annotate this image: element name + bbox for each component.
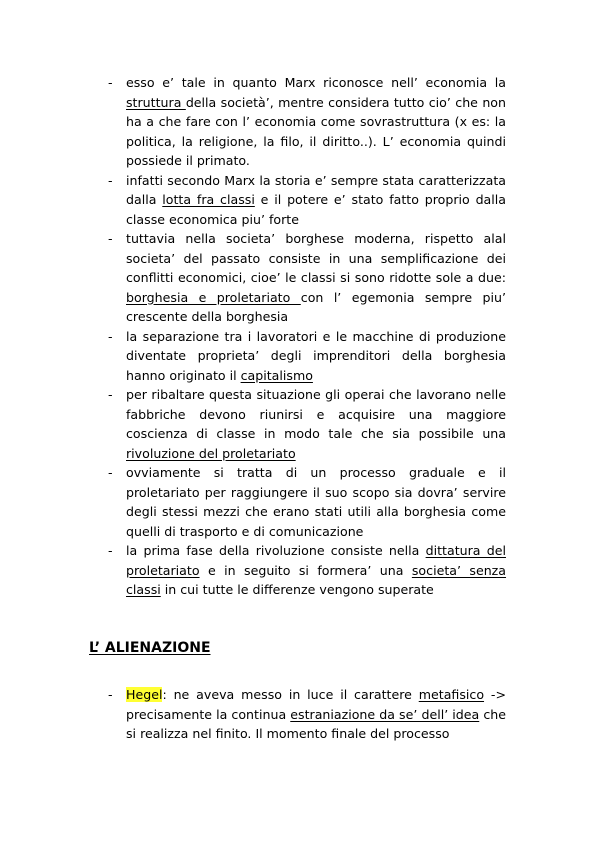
bullet-text: ovviamente si tratta di un processo graduale e il proletariato per raggiungere il suo scopo sia dovra’ servire degli stessi mezzi che erano stati utili alla borghesia come quelli di trasporto e di comunicazione [126, 465, 506, 539]
bullet-item [106, 171, 506, 230]
bullet-text: : ne aveva messo in luce il carattere [162, 687, 419, 702]
bullet-text: e in seguito si formera’ una [199, 562, 412, 578]
bullet-text: e il potere e’ stato fatto proprio dalla classe economica piu’ forte [126, 192, 506, 227]
section-heading: L’ ALIENAZIONE [89, 640, 211, 656]
underlined-term: societa’ senza classi [126, 562, 507, 597]
highlighted-term: Hegel [126, 687, 163, 702]
underlined-term: rivoluzione del proletariato [126, 445, 296, 461]
bullet-item [106, 327, 506, 386]
bullet-text: in cui tutte le differenze vengono superate [160, 582, 434, 597]
bullet-item [106, 685, 506, 744]
bullet-text: che si realizza nel finito. Il momento finale del processo [126, 706, 506, 741]
underlined-term: borghesia e proletariato [126, 289, 301, 305]
bullet-text: per ribaltare questa situazione gli operai che lavorano nelle fabbriche devono riunirsi e acquisire una maggiore coscienza di classe in modo tale che sia possibile una [126, 387, 506, 441]
bullet-item [106, 463, 506, 541]
bullet-text: la prima fase della rivoluzione consiste nella [126, 543, 426, 558]
underlined-term: lotta fra classi [162, 192, 255, 207]
bullet-text: la separazione tra i lavoratori e le macchine di produzione diventate proprieta’ degli imprenditori della borghesia hanno originato il [126, 328, 506, 383]
underlined-term: capitalismo [240, 367, 313, 383]
underlined-term: estraniazione da se’ dell’ idea [290, 706, 480, 722]
underlined-term: metafisico [418, 687, 485, 702]
bullet-text: tuttavia nella societa’ borghese moderna, rispetto alal societa’ del passato consiste in una semplificazione dei conflitti economici, cioe’ le classi si sono ridotte sole a due: [126, 231, 506, 285]
underlined-term: struttura [126, 94, 186, 110]
bullet-list-alienation [106, 685, 506, 744]
underlined-term: dittatura del proletariato [126, 543, 506, 578]
bullet-list-marx [106, 73, 506, 600]
bullet-text: -> precisamente la continua [126, 687, 506, 722]
bullet-item [106, 541, 506, 600]
bullet-item [106, 229, 506, 327]
bullet-text: della società’, mentre considera tutto cio’ che non ha a che fare con l’ economia come sovrastruttura (x es: la politica, la religione, la filo, il diritto..). L’ economia quindi possiede il primato. [126, 94, 506, 168]
bullet-item [106, 73, 506, 171]
bullet-text: infatti secondo Marx la storia e’ sempre stata caratterizzata dalla [126, 172, 506, 207]
bullet-text: esso e’ tale in quanto Marx riconosce nell’ economia la [126, 75, 506, 90]
bullet-item [106, 385, 506, 463]
bullet-text: con l’ egemonia sempre piu’ crescente della borghesia [126, 289, 506, 324]
